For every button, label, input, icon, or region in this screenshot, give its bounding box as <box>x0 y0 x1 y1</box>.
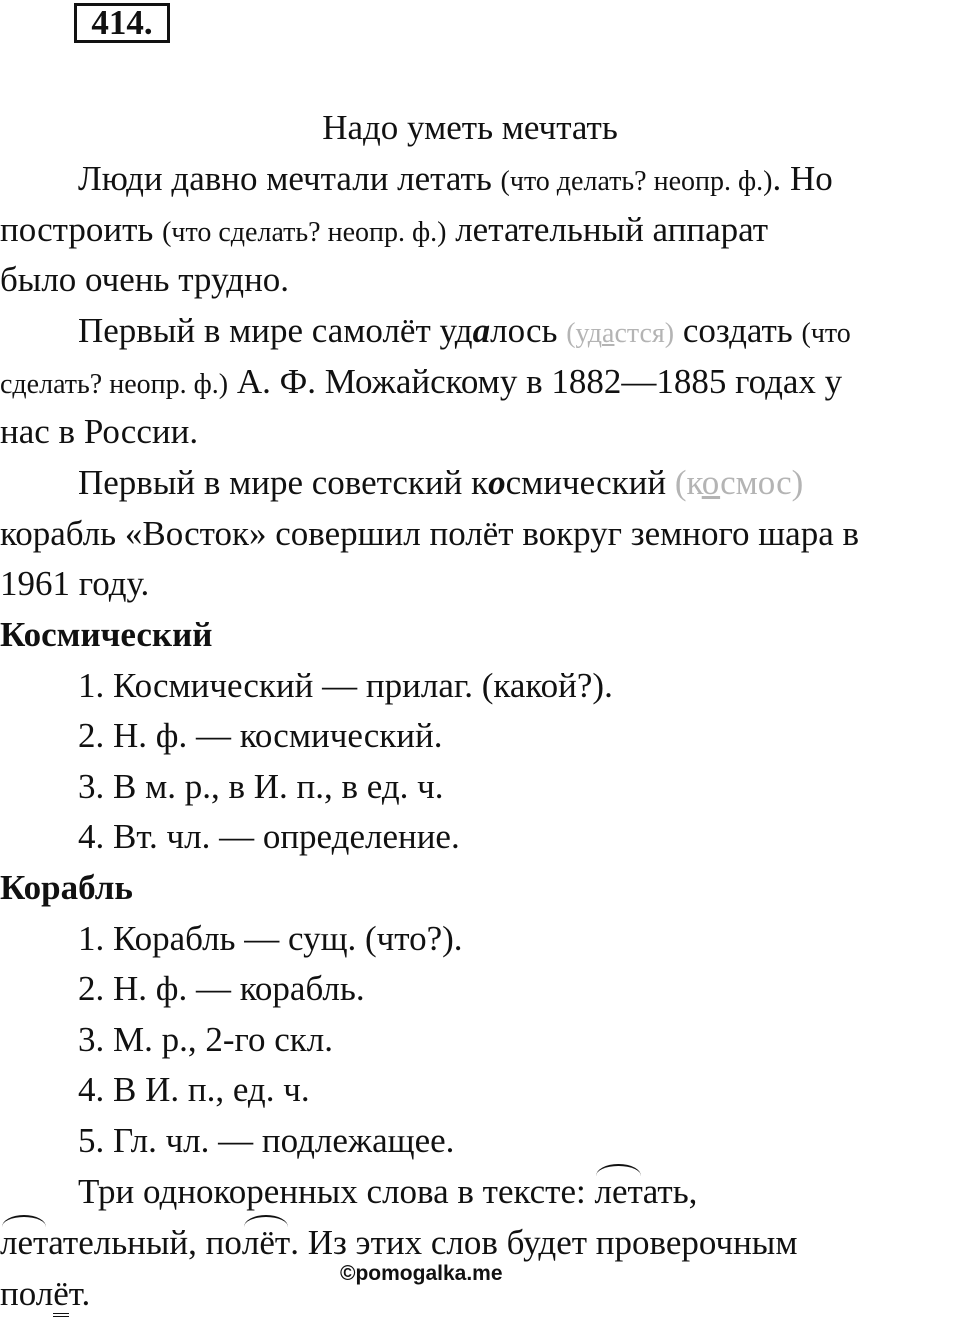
text: А. Ф. Можайскому в 1882—1885 годах у <box>228 362 843 401</box>
text: ательный, <box>48 1223 206 1262</box>
text: лось <box>490 311 567 350</box>
paragraph-3-line-2: корабль «Восток» совершил полёт вокруг земного шара в <box>0 514 860 553</box>
text: пол <box>0 1274 54 1313</box>
text: ать, <box>642 1172 698 1211</box>
text: Первый в мире советский к <box>78 463 489 502</box>
watermark: ©pomogalka.me <box>340 1262 503 1285</box>
grammar-note: (что сделать? неопр. ф.) <box>162 217 447 248</box>
grammar-note: (что <box>801 318 851 349</box>
text: смический <box>505 463 675 502</box>
text-title: Надо уметь мечтать <box>322 108 618 147</box>
paragraph-1-line-1 <box>78 157 960 204</box>
analysis-item: 2. Н. ф. — космический. <box>78 716 443 755</box>
paragraph-2-line-3: нас в России. <box>0 412 199 451</box>
text: по <box>205 1223 242 1262</box>
grammar-note: (что делать? неопр. ф.) <box>500 166 773 197</box>
text: создать <box>674 311 802 350</box>
hint-text: стся) <box>614 318 675 349</box>
analysis-item: 3. В м. р., в И. п., в ед. ч. <box>78 767 444 806</box>
conclusion-line-1 <box>78 1170 960 1214</box>
check-word-hint <box>566 318 674 349</box>
stressed-vowel: о <box>488 463 506 502</box>
root-mark: лет <box>0 1221 48 1265</box>
root-mark: лет <box>594 1170 642 1214</box>
analysis-item: 1. Космический — прилаг. (какой?). <box>78 666 613 705</box>
paragraph-2-line-1 <box>78 309 960 356</box>
grammar-note: сделать? неопр. ф.) <box>0 369 229 400</box>
paragraph-2-line-2 <box>0 360 960 407</box>
text: . Из этих слов будет проверочным <box>290 1223 798 1262</box>
analysis-item: 4. Вт. чл. — определение. <box>78 817 460 856</box>
text: Три однокоренных слова в тексте: <box>78 1172 595 1211</box>
hint-text: (к <box>674 463 702 502</box>
root-mark: лёт <box>242 1221 290 1265</box>
text: т. <box>68 1274 91 1313</box>
analysis-heading-korabl: Корабль <box>0 868 133 907</box>
exercise-number: 414. <box>74 3 170 43</box>
check-word-hint <box>675 463 804 502</box>
paragraph-3-line-1 <box>78 461 960 505</box>
stressed-vowel: а <box>472 311 491 350</box>
text: Первый в мире самолёт уд <box>78 311 473 350</box>
text: Люди давно мечтали летать <box>78 159 501 198</box>
analysis-item: 2. Н. ф. — корабль. <box>78 969 365 1008</box>
hint-underlined-vowel: о <box>701 463 721 502</box>
hint-text: (уд <box>566 318 603 349</box>
analysis-item: 1. Корабль — сущ. (что?). <box>78 919 463 958</box>
hint-underlined-vowel: а <box>602 318 615 349</box>
double-underlined-vowel: ё <box>53 1274 69 1317</box>
analysis-item: 3. М. р., 2-го скл. <box>78 1020 334 1059</box>
analysis-heading-kosmicheskiy: Космический <box>0 615 213 654</box>
analysis-item: 5. Гл. чл. — подлежащее. <box>78 1121 455 1160</box>
text: построить <box>0 210 163 249</box>
analysis-item: 4. В И. п., ед. ч. <box>78 1070 310 1109</box>
paragraph-3-line-3: 1961 году. <box>0 564 150 603</box>
text: летательный аппарат <box>446 210 769 249</box>
paragraph-1-line-2 <box>0 208 960 255</box>
text: . Но <box>772 159 833 198</box>
paragraph-1-line-3: было очень трудно. <box>0 260 290 299</box>
hint-text: смос) <box>720 463 804 502</box>
conclusion-line-2 <box>0 1221 960 1265</box>
